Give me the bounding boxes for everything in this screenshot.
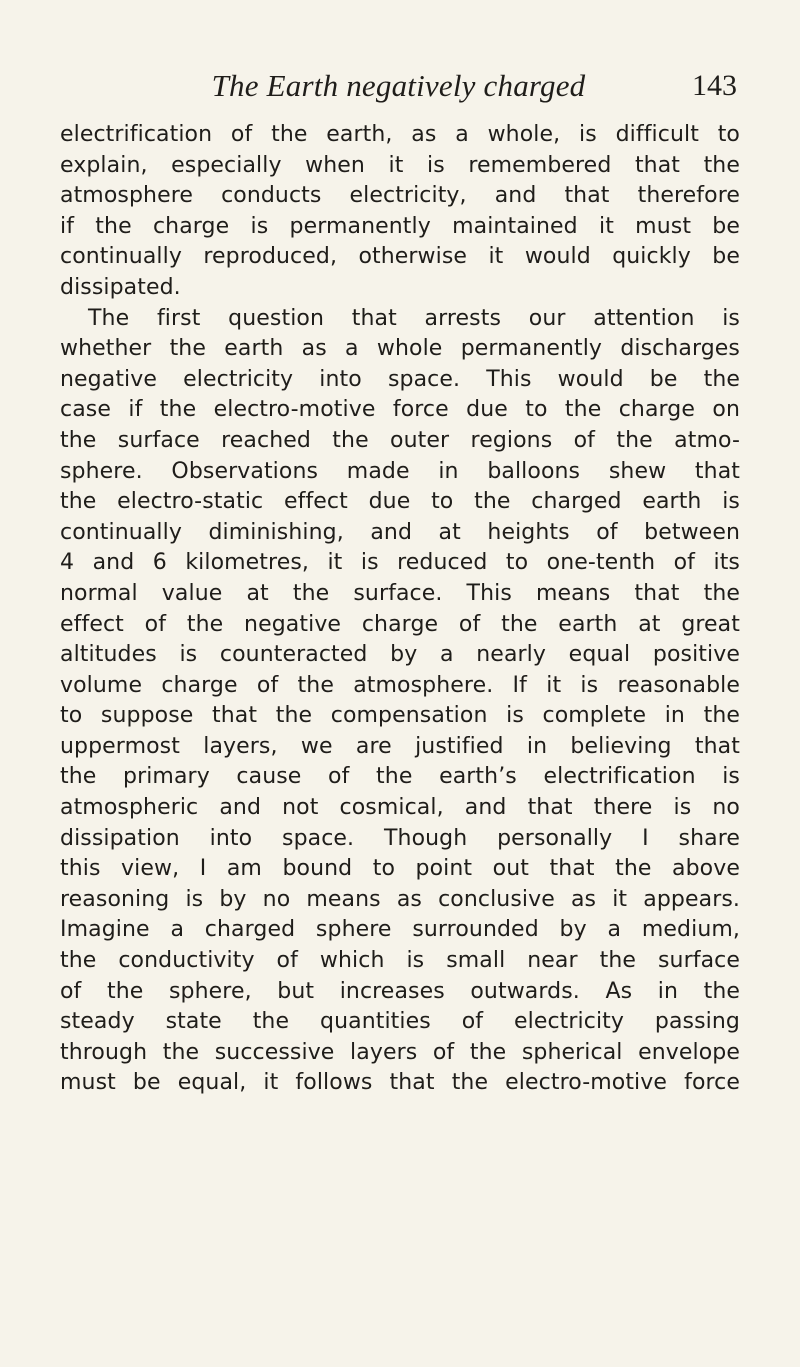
text-line: effect of the negative charge of the earth at great — [60, 611, 740, 637]
text-line: volume charge of the atmosphere. If it is reasonable — [60, 672, 740, 698]
text-line: The first question that arrests our attention is — [88, 305, 740, 331]
text-line: altitudes is counteracted by a nearly equal positive — [60, 642, 740, 668]
text-line: the primary cause of the earth’s electrification is — [60, 764, 740, 790]
text-line: dissipation into space. Though personally I share — [60, 825, 740, 851]
text-line: the electro-static effect due to the charged earth is — [60, 489, 740, 515]
text-line: electrification of the earth, as a whole, is difficult to — [60, 122, 740, 147]
text-line: the conductivity of which is small near the surface — [60, 948, 740, 974]
page-number: 143 — [692, 69, 737, 102]
text-line: explain, especially when it is remembered that the — [60, 152, 740, 178]
text-line: sphere. Observations made in balloons shew that — [60, 458, 740, 484]
text-line: 4 and 6 kilometres, it is reduced to one-tenth of its — [60, 550, 740, 576]
text-line: whether the earth as a whole permanently discharges — [60, 336, 740, 362]
text-line: uppermost layers, we are justified in believing that — [60, 733, 740, 759]
running-head — [60, 64, 737, 108]
text-line: continually reproduced, otherwise it would quickly be — [60, 244, 740, 270]
text-line: of the sphere, but increases outwards. As in the — [60, 978, 740, 1004]
text-line: atmospheric and not cosmical, and that there is no — [60, 795, 740, 821]
text-line: Imagine a charged sphere surrounded by a medium, — [60, 917, 740, 943]
text-line: through the successive layers of the spherical envelope — [60, 1039, 740, 1065]
text-line: steady state the quantities of electricity passing — [60, 1009, 740, 1035]
body-text — [60, 120, 740, 1099]
text-line: negative electricity into space. This would be the — [60, 366, 740, 392]
text-line: to suppose that the compensation is complete in the — [60, 703, 740, 729]
text-line: if the charge is permanently maintained it must be — [60, 213, 740, 239]
text-line: this view, I am bound to point out that the above — [60, 856, 740, 882]
running-title: The Earth negatively charged — [211, 68, 586, 103]
text-line: atmosphere conducts electricity, and that therefore — [60, 183, 740, 209]
text-line: continually diminishing, and at heights of between — [60, 519, 740, 545]
text-line: dissipated. — [60, 274, 181, 300]
text-line: must be equal, it follows that the electro-motive force — [60, 1070, 740, 1096]
text-line: case if the electro-motive force due to the charge on — [60, 397, 740, 423]
text-line: normal value at the surface. This means that the — [60, 580, 740, 606]
text-line: the surface reached the outer regions of the atmo- — [60, 427, 740, 453]
text-line: reasoning is by no means as conclusive as it appears. — [60, 886, 740, 912]
